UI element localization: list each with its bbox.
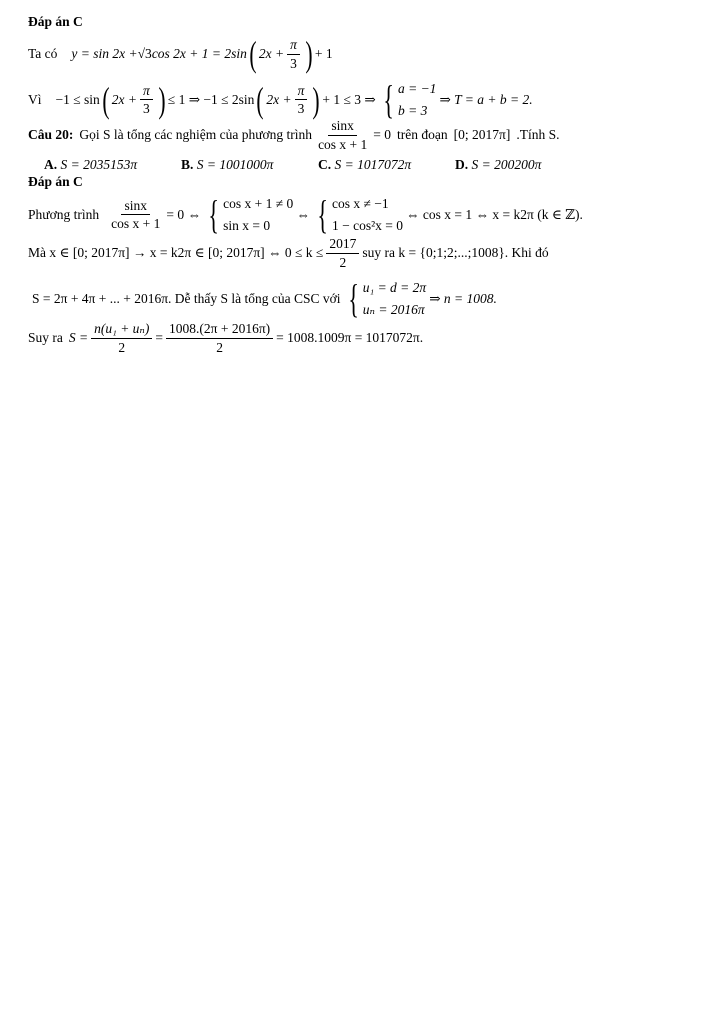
taco-lhs: y = sin 2x + <box>71 46 138 61</box>
vi-pi-over-3-b: $\frac{\pi}{3}$ <box>295 83 308 117</box>
pt-tail: ⇔ cos x = 1 ⇔ x = k2π (k ∈ ℤ). <box>406 206 583 222</box>
suy-prefix: Suy ra <box>28 330 63 346</box>
question-text: Gọi S là tổng các nghiệm của phương trình <box>79 127 313 143</box>
pt-eq: = 0 ⇔ <box>166 206 201 222</box>
pt-iff: ⇔ <box>296 206 310 222</box>
vi-prefix: Vì <box>28 91 42 107</box>
taco-inner: 2x + <box>258 46 285 61</box>
suy-s: S = <box>68 330 89 346</box>
vi-a: −1 ≤ sin <box>55 91 100 107</box>
question-eq: = 0 <box>373 127 392 143</box>
pt-system-1: { cos x + 1 ≠ 0 sin x = 0 <box>208 191 294 237</box>
question-end: .Tính S. <box>516 127 560 143</box>
pt-fraction: $\frac{\sin x}{\text{cos x + 1}}$ <box>111 197 161 232</box>
option-d: D. S = 200200π <box>455 157 542 172</box>
solution-line-taco: Ta có y = sin 2x + √3 cos 2x + 1 = 2sin ( 2x + $\frac{\pi}{3}$ ) + 1 <box>28 34 333 74</box>
question-on: trên đoạn <box>397 127 448 143</box>
taco-mid: cos 2x + 1 = 2sin <box>151 46 247 61</box>
vi-inner-1: 2x + <box>111 91 138 107</box>
taco-prefix: Ta có <box>28 46 58 61</box>
taco-pi-over-3: $\frac{\pi}{3}$ <box>287 37 300 71</box>
solution-line-vi: Vì −1 ≤ sin ( 2x + $\frac{\pi}{3}$ ) ≤ 1 ⇒ −1 ≤ 2sin ( 2x + $\frac{\pi}{3}$ ) + 1 ≤ 3 ⇒ { a = −1 b = 3 ⇒ T = a + b = 2. <box>28 76 533 122</box>
pt-prefix: Phương trình <box>28 206 100 222</box>
answer-heading-2: Đáp án C <box>28 174 83 189</box>
taco-tail: + 1 <box>314 46 333 61</box>
question-20 <box>28 118 559 152</box>
answer-heading-1: Đáp án C <box>28 14 83 29</box>
options-row <box>44 157 541 173</box>
pt-system-2: { cos x ≠ −1 1 − cos²x = 0 <box>317 191 404 237</box>
question-interval: [0; 2017π] <box>453 127 511 143</box>
vi-inner-2: 2x + <box>266 91 292 107</box>
question-fraction: $\frac{\sin x}{\text{cos x + 1}}$ <box>318 118 368 152</box>
question-label: Câu 20: <box>28 127 74 143</box>
solution-line-s <box>32 277 497 320</box>
option-a: A. S = 2035153π <box>44 157 138 172</box>
vi-pi-over-3-a: $\frac{\pi}{3}$ <box>140 83 153 117</box>
ma-fraction: $\frac{2017}{2}$ <box>326 236 359 270</box>
s-b: ⇒ n = 1008. <box>429 290 497 306</box>
suy-tail: = 1008.1009π = 1017072π. <box>276 330 424 346</box>
ma-a: Mà x ∈ [0; 2017π] → x = k2π ∈ [0; 2017π] ⇔ 0 ≤ k ≤ <box>28 245 324 261</box>
s-system: { u₁ = d = 2π uₙ = 2016π <box>347 275 427 321</box>
vi-c: + 1 ≤ 3 ⇒ <box>322 91 376 107</box>
vi-b: ≤ 1 ⇒ −1 ≤ 2sin <box>167 91 255 107</box>
taco-sqrt: √3 <box>137 46 152 61</box>
option-b: B. S = 1001000π <box>181 157 274 172</box>
suy-eq: = <box>155 330 164 346</box>
s-a: S = 2π + 4π + ... + 2016π. Dễ thấy S là tổng của CSC với <box>32 290 341 306</box>
solution-line-suyra <box>28 321 423 355</box>
vi-system: { a = −1 b = 3 <box>383 76 437 122</box>
option-c: C. S = 1017072π <box>318 157 412 172</box>
vi-d: ⇒ T = a + b = 2. <box>439 91 533 107</box>
solution-line-phuongtrinh <box>28 193 583 236</box>
suy-fraction-2: $\frac{1008.(2\pi + 2016\pi)}{2}$ <box>166 321 273 355</box>
solution-line-ma <box>28 236 549 270</box>
ma-b: suy ra k = {0;1;2;...;1008}. Khi đó <box>362 245 549 261</box>
suy-fraction-1: $\frac{\text{n(u₁ + uₙ)}}{2}$ <box>91 321 152 355</box>
